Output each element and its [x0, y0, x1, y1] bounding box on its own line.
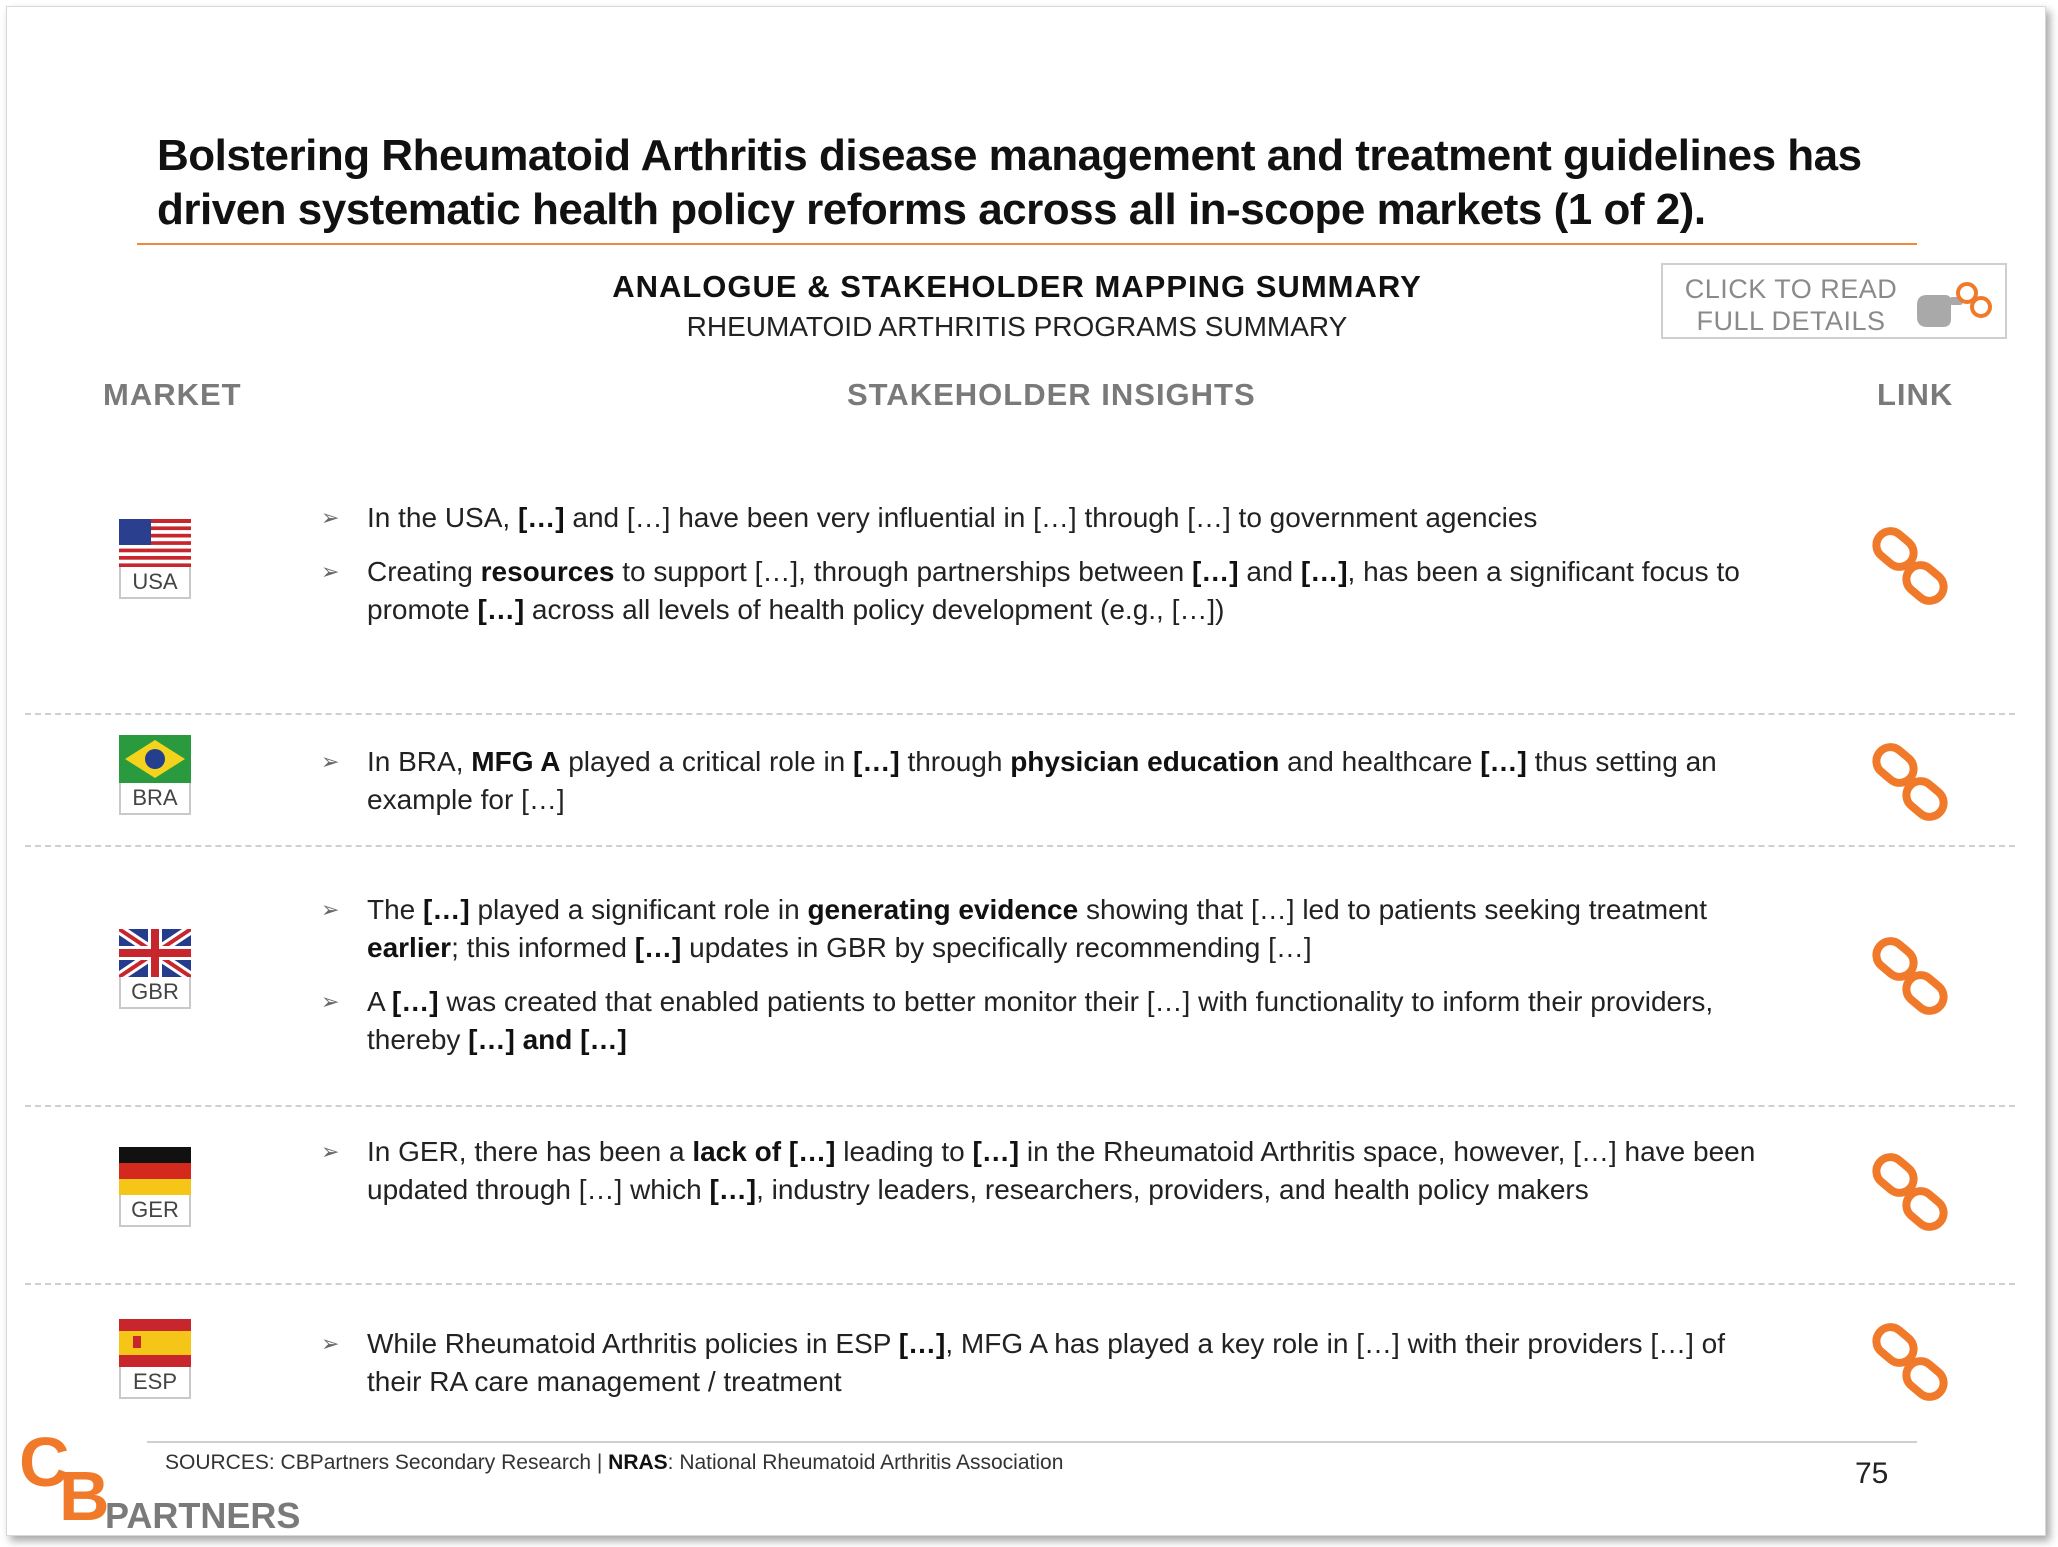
chain-link-icon[interactable] — [1869, 1321, 1953, 1405]
uk-flag-icon — [119, 929, 191, 977]
sources-label: SOURCES: — [165, 1451, 275, 1474]
market-code: USA — [119, 567, 191, 599]
click-to-read-line1: CLICK TO READ — [1684, 274, 1898, 304]
insight-text: In BRA, MFG A played a critical role in […] through physician education and healthcare […] thus setting an example for […] — [367, 746, 1717, 815]
spain-flag-icon — [119, 1319, 191, 1367]
market-bra — [119, 735, 193, 815]
click-to-read-button[interactable] — [1661, 263, 2007, 339]
market-code: ESP — [119, 1367, 191, 1399]
summary-heading — [567, 269, 1467, 343]
page-number: 75 — [1855, 1457, 1889, 1490]
market-code: GBR — [119, 977, 191, 1009]
chain-link-icon[interactable] — [1869, 525, 1953, 609]
insight-text: In the USA, […] and […] have been very influential in […] through […] to government agencies — [367, 502, 1538, 533]
insight-text: The […] played a significant role in generating evidence showing that […] led to patients seeking treatment earlier; this informed […] updates in GBR by specifically recommending […] — [367, 894, 1707, 963]
chain-link-icon[interactable] — [1869, 1151, 1953, 1235]
company-logo — [19, 1423, 319, 1537]
brazil-flag-icon — [119, 735, 191, 783]
footer-divider — [147, 1441, 1917, 1443]
sources-abbreviation: NRAS — [608, 1451, 668, 1474]
insights-ger — [317, 1133, 1787, 1225]
sources-text: CBPartners Secondary Research | — [280, 1451, 603, 1474]
summary-heading-main: ANALOGUE & STAKEHOLDER MAPPING SUMMARY — [612, 269, 1422, 304]
germany-flag-icon — [119, 1147, 191, 1195]
slide — [6, 6, 2046, 1536]
insights-esp — [317, 1325, 1787, 1417]
click-to-read-line2: FULL DETAILS — [1696, 306, 1886, 336]
market-ger — [119, 1147, 193, 1227]
arrow-bullet-icon: ➢ — [321, 1331, 340, 1356]
logo-letter-b: B — [59, 1457, 110, 1535]
logo-wordmark: PARTNERS — [105, 1495, 301, 1536]
arrow-bullet-icon: ➢ — [321, 749, 340, 774]
arrow-bullet-icon: ➢ — [321, 505, 340, 530]
arrow-bullet-icon: ➢ — [321, 897, 340, 922]
insight-text: In GER, there has been a lack of […] leading to […] in the Rheumatoid Arthritis space, however, […] have been updated through […] which […], industry leaders, researchers, providers, and health policy makers — [367, 1136, 1756, 1205]
click-to-read-label — [1671, 273, 1911, 337]
insight-bullet — [317, 983, 1787, 1059]
insight-text: A […] was created that enabled patients to better monitor their […] with functionality to inform their providers, thereby […] and […] — [367, 986, 1714, 1055]
logo-letter-c: C — [19, 1423, 70, 1501]
title-underline — [137, 243, 1917, 245]
insight-text: While Rheumatoid Arthritis policies in ESP […], MFG A has played a key role in […] with their providers […] of their RA care management / treatment — [367, 1328, 1726, 1397]
pointing-hand-link-icon — [1911, 275, 1997, 331]
market-code: BRA — [119, 783, 191, 815]
chain-link-icon[interactable] — [1869, 935, 1953, 1019]
insight-bullet — [317, 891, 1787, 967]
insights-bra — [317, 743, 1787, 835]
row-divider — [25, 845, 2015, 847]
insight-bullet — [317, 1325, 1787, 1401]
insight-text: Creating resources to support […], through partnerships between […] and […], has been a significant focus to promote […] across all levels of health policy development (e.g., […]) — [367, 556, 1740, 625]
slide-title: Bolstering Rheumatoid Arthritis disease management and treatment guidelines has driven systematic health policy reforms across all in-scope markets (1 of 2). — [157, 131, 1862, 234]
insights-usa — [317, 499, 1787, 645]
summary-heading-minor: RHEUMATOID ARTHRITIS PROGRAMS SUMMARY — [686, 311, 1348, 342]
insights-gbr — [317, 891, 1787, 1075]
arrow-bullet-icon: ➢ — [321, 989, 340, 1014]
column-header-market: MARKET — [103, 377, 242, 412]
row-divider — [25, 713, 2015, 715]
arrow-bullet-icon: ➢ — [321, 1139, 340, 1164]
market-gbr — [119, 929, 193, 1009]
insight-bullet — [317, 553, 1787, 629]
arrow-bullet-icon: ➢ — [321, 559, 340, 584]
row-divider — [25, 1105, 2015, 1107]
insight-bullet — [317, 1133, 1787, 1209]
usa-flag-icon — [119, 519, 191, 567]
insight-bullet — [317, 499, 1787, 537]
chain-link-icon[interactable] — [1869, 741, 1953, 825]
sources-definition: : National Rheumatoid Arthritis Association — [667, 1451, 1064, 1474]
insight-bullet — [317, 743, 1787, 819]
column-header-link: LINK — [1877, 377, 1954, 412]
market-usa — [119, 519, 193, 599]
column-header-insights: STAKEHOLDER INSIGHTS — [847, 377, 1256, 412]
market-esp — [119, 1319, 193, 1399]
market-code: GER — [119, 1195, 191, 1227]
row-divider — [25, 1283, 2015, 1285]
